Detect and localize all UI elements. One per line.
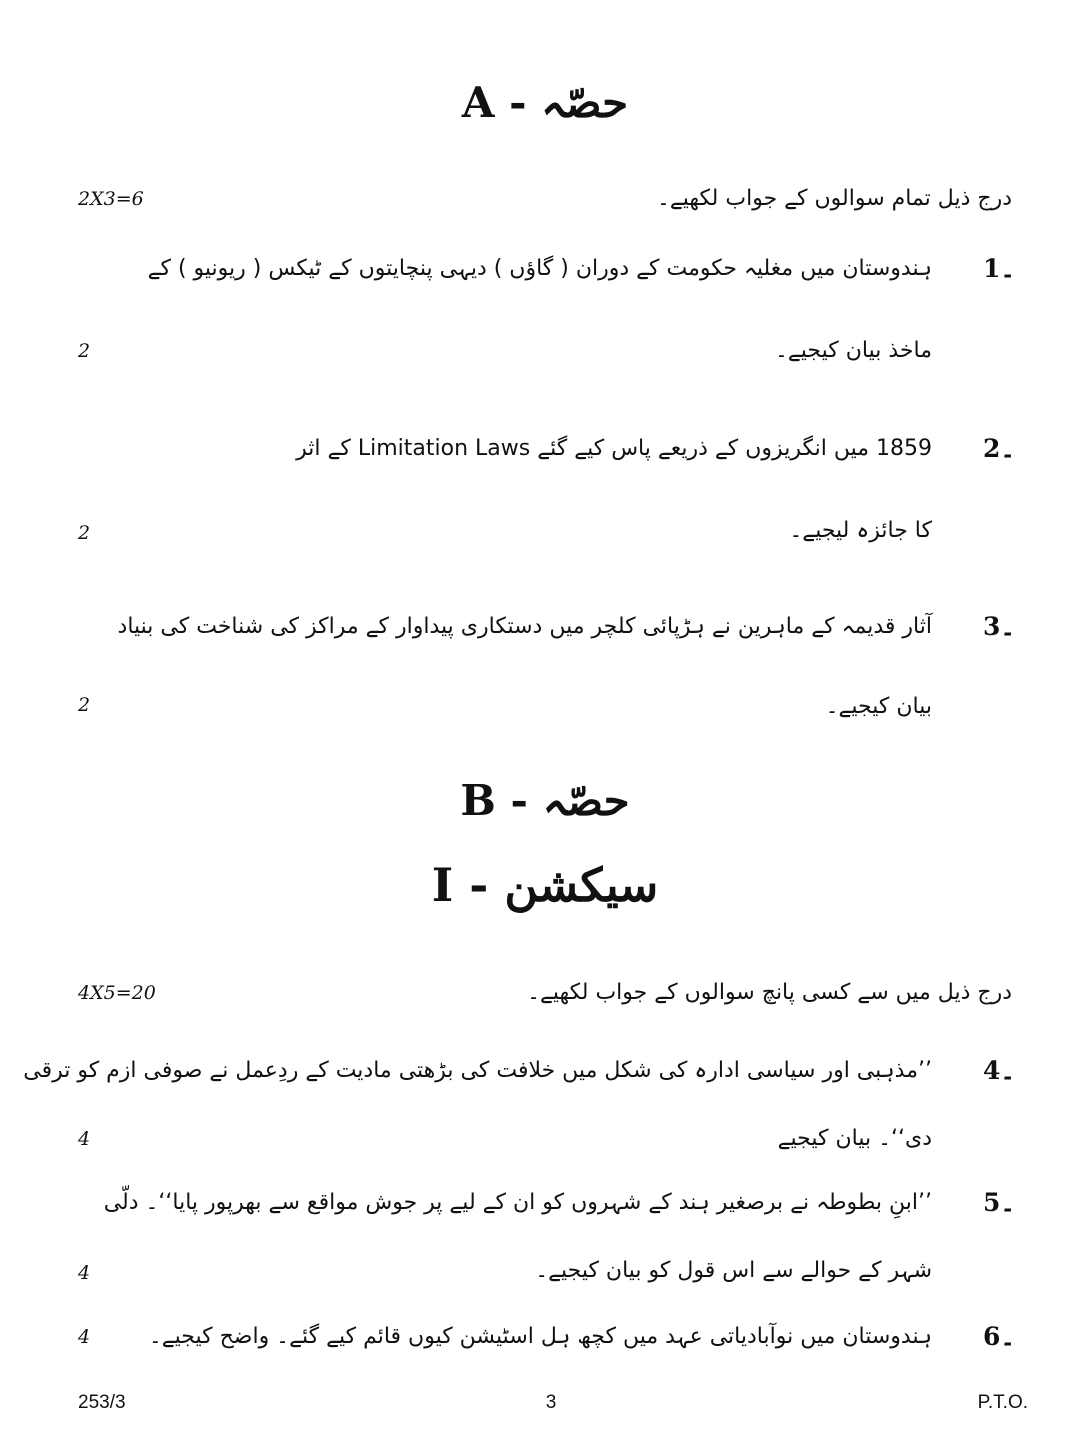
question-6-marks: 4: [78, 1326, 91, 1348]
question-5-line-2: شہر کے حوالے سے اس قول کو بیان کیجیے۔: [535, 1258, 932, 1283]
question-4-line-1: ’’مذہبی اور سیاسی ادارہ کی شکل میں خلافت کی بڑھتی مادیت کے ردِعمل نے صوفی ازم کو ترقی: [23, 1058, 932, 1083]
footer-pto: P.T.O.: [977, 1392, 1028, 1413]
question-2-number: 2۔: [982, 434, 1015, 463]
question-6-line-1: ہندوستان میں نوآبادیاتی عہد میں کچھ ہل اسٹیشن کیوں قائم کیے گئے۔ واضح کیجیے۔: [148, 1324, 932, 1349]
question-4-marks: 4: [78, 1128, 91, 1150]
question-3-line-1: آثار قدیمہ کے ماہرین نے ہڑپائی کلچر میں دستکاری پیداوار کے مراکز کی شناخت کی بنیاد: [117, 614, 932, 639]
footer-page-number: 3: [545, 1392, 557, 1413]
question-5-line-1: ’’ابنِ بطوطہ نے برصغیر ہند کے شہروں کو ان کے لیے پر جوش مواقع سے بھرپور پایا‘‘۔ دلّی: [103, 1190, 932, 1215]
section-a-instruction: درج ذیل تمام سوالوں کے جواب لکھیے۔: [656, 186, 1012, 211]
question-2-line-1: 1859 میں انگریزوں کے ذریعے پاس کیے گئے Limitation Laws کے اثر: [296, 436, 932, 461]
question-4-number: 4۔: [982, 1056, 1015, 1085]
section-b-heading: حصّہ - B: [460, 776, 630, 825]
question-1-line-2: ماخذ بیان کیجیے۔: [775, 338, 932, 363]
footer-paper-code: 253/3: [78, 1392, 126, 1413]
question-3-line-2: بیان کیجیے۔: [825, 694, 932, 719]
question-1-line-1: ہندوستان میں مغلیہ حکومت کے دوران ( گاؤں ) دیہی پنچایتوں کے ٹیکس ( ریونیو ) کے: [147, 256, 932, 281]
section-a-marks-scheme: 2X3=6: [78, 188, 144, 210]
section-b-marks-scheme: 4X5=20: [78, 982, 156, 1004]
question-1-marks: 2: [78, 340, 91, 362]
question-4-line-2: دی‘‘۔ بیان کیجیے: [777, 1126, 932, 1151]
section-a-heading: حصّہ - A: [461, 78, 629, 127]
question-3-marks: 2: [78, 694, 91, 716]
section-i-subheading: سیکشن - I: [431, 858, 659, 912]
question-6-number: 6۔: [982, 1322, 1015, 1351]
question-3-number: 3۔: [982, 612, 1015, 641]
question-1-number: 1۔: [982, 254, 1015, 283]
question-5-number: 5۔: [982, 1188, 1015, 1217]
section-b-instruction: درج ذیل میں سے کسی پانچ سوالوں کے جواب لکھیے۔: [527, 980, 1012, 1005]
question-5-marks: 4: [78, 1262, 91, 1284]
question-2-marks: 2: [78, 522, 91, 544]
question-2-line-2: کا جائزہ لیجیے۔: [789, 518, 932, 543]
